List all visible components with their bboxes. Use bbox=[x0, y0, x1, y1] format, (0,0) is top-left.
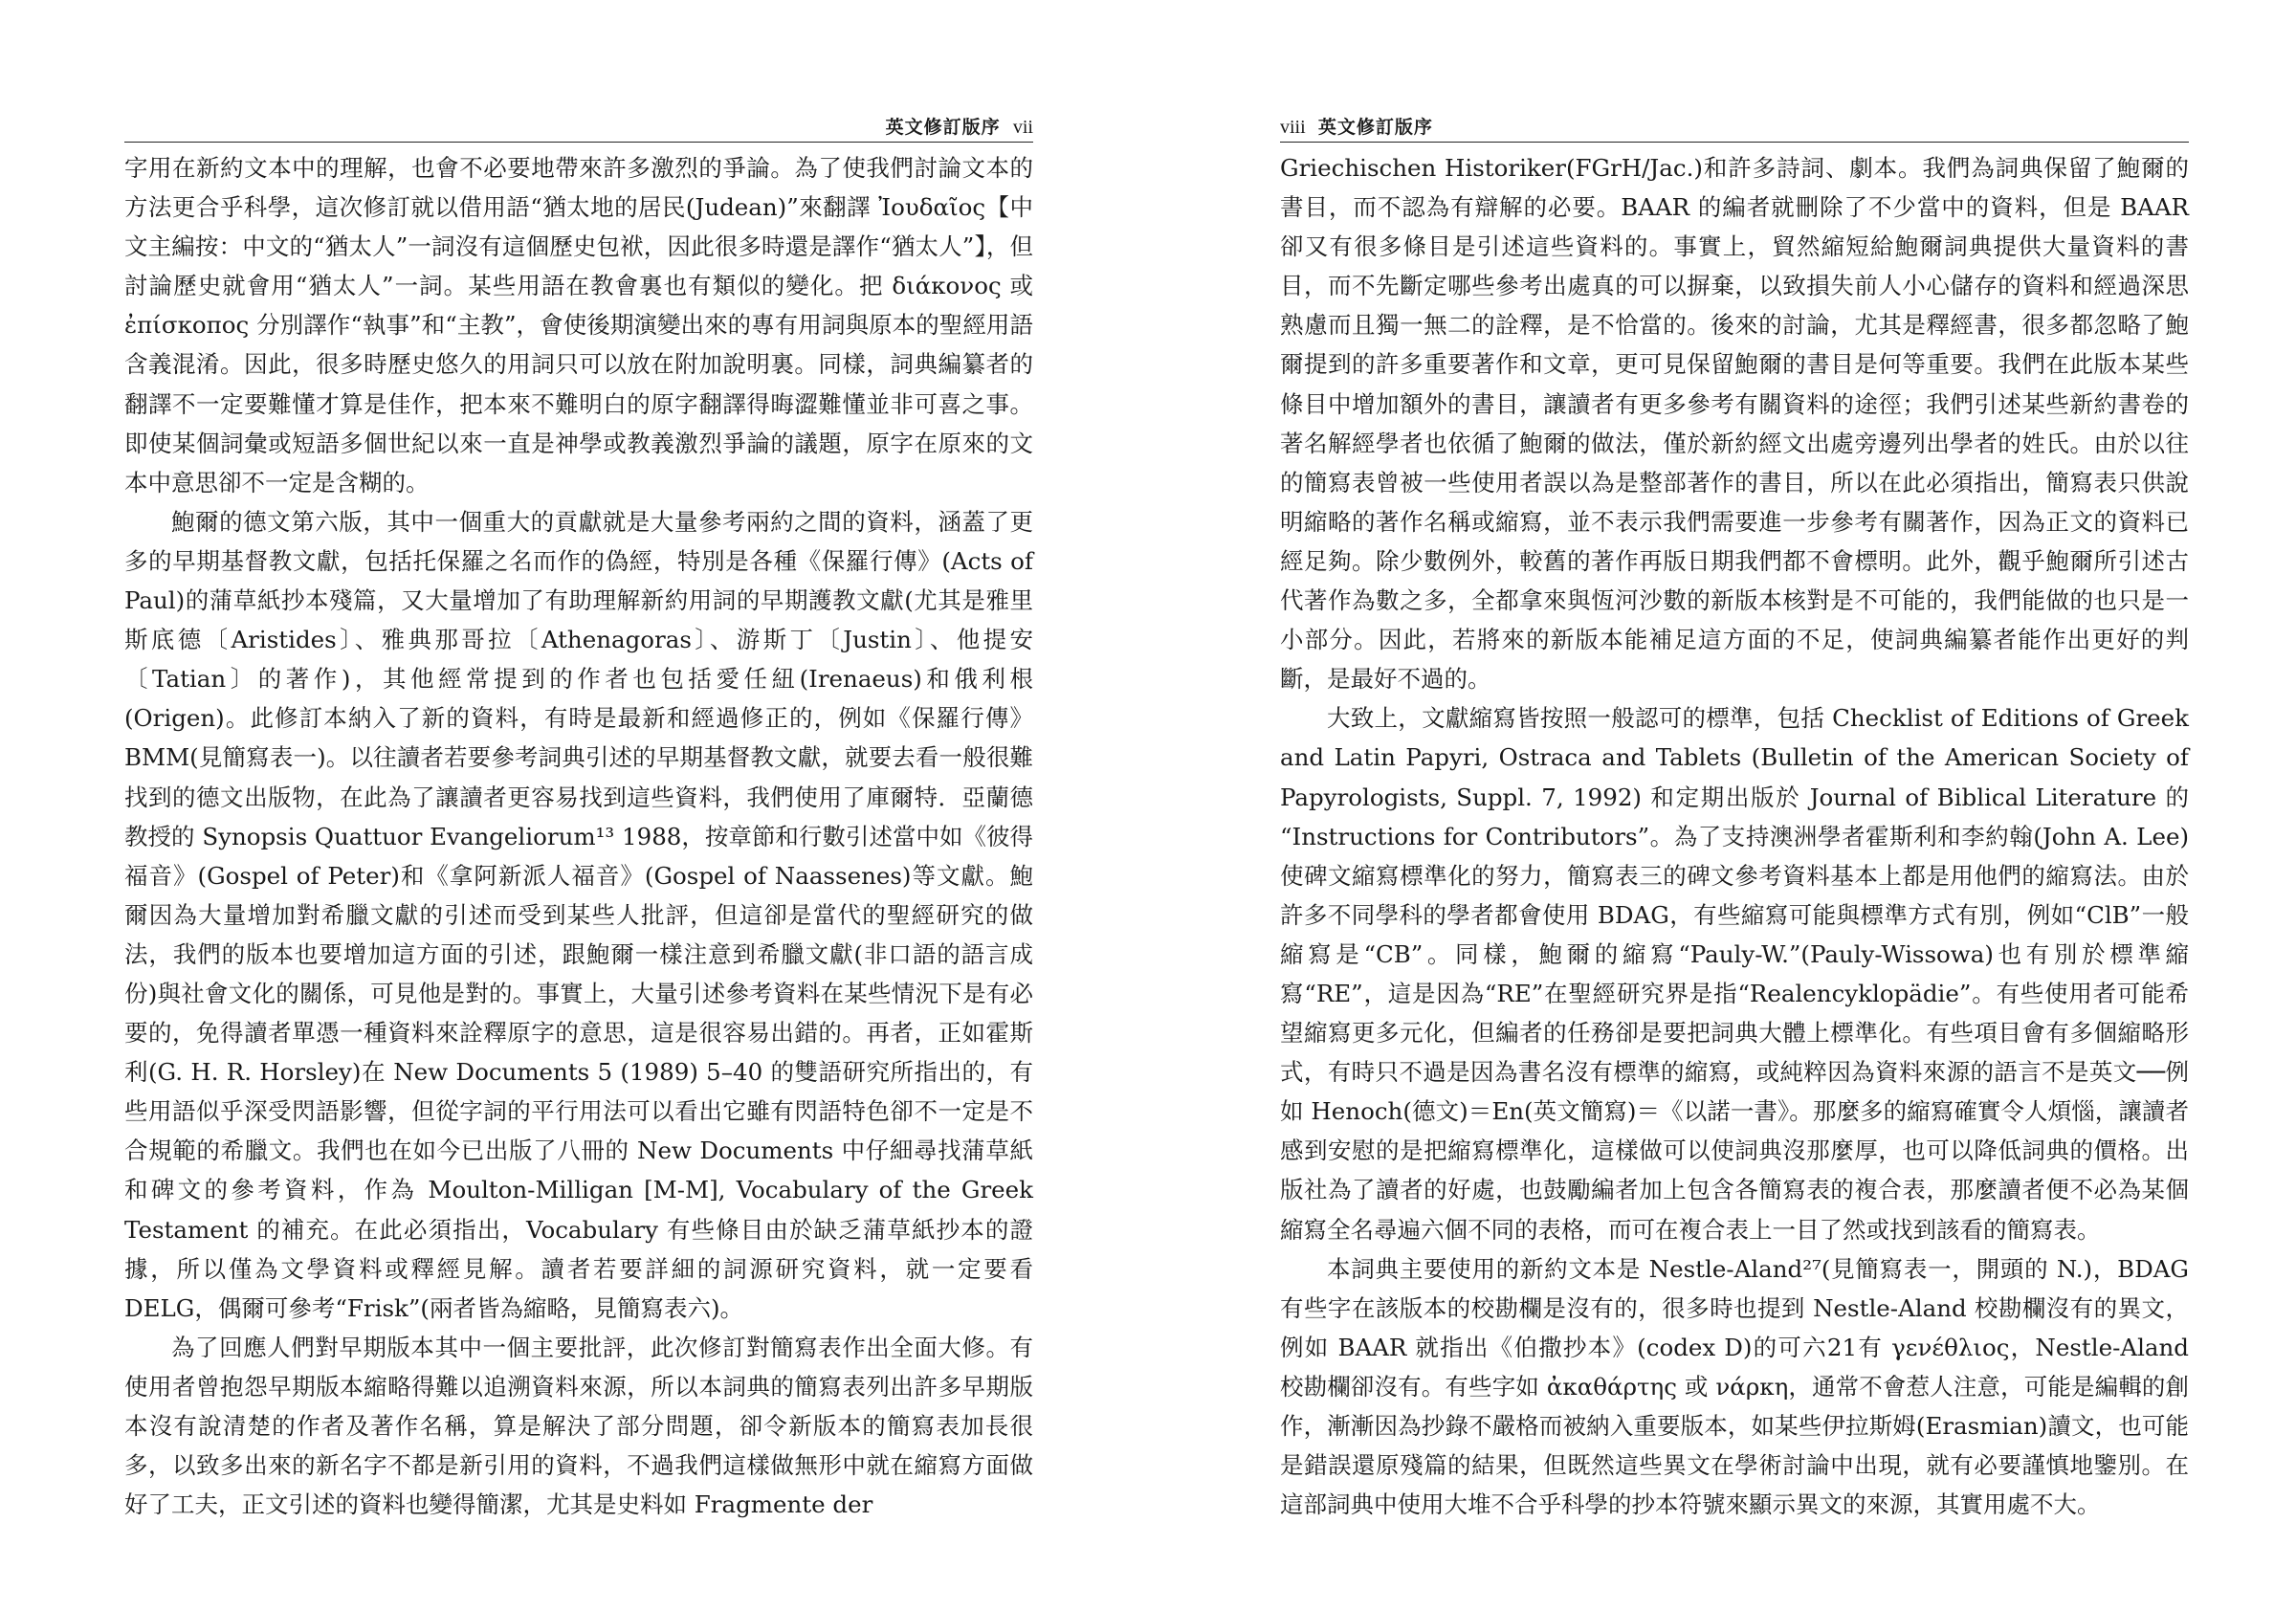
paragraph: Griechischen Historiker(FGrH/Jac.)和許多詩詞、劇本。我們為詞典保留了鮑爾的書目，而不認為有辯解的必要。BAAR 的編者就刪除了不少當中的資料，但是 BAAR 卻又有很多條目是引述這些資料的。事實上，貿然縮短給鮑爾詞典提供大量資料的書目，而不先斷定哪些參考出處真的可以摒棄，以致損失前人小心儲存的資料和經過深思熟慮而且獨一無二的詮釋，是不恰當的。後來的討論，尤其是釋經書，很多都忽略了鮑爾提到的許多重要著作和文章，更可見保留鮑爾的書目是何等重要。我們在此版本某些條目中增加額外的書目，讓讀者有更多參考有關資料的途徑；我們引述某些新約書卷的著名解經學者也依循了鮑爾的做法，僅於新約經文出處旁邊列出學者的姓氏。由於以往的簡寫表曾被一些使用者誤以為是整部著作的書目，所以在此必須指出，簡寫表只供說明縮略的著作名稱或縮寫，並不表示我們需要進一步參考有關著作，因為正文的資料已經足夠。除少數例外，較舊的著作再版日期我們都不會標明。此外，觀乎鮑爾所引述古代著作為數之多，全都拿來與恆河沙數的新版本核對是不可能的，我們能做的也只是一小部分。因此，若將來的新版本能補足這方面的不足，使詞典編纂者能作出更好的判斷，是最好不過的。 bbox=[1280, 154, 2189, 694]
paragraph: 本詞典主要使用的新約文本是 Nestle-Aland²⁷(見簡寫表一，開頭的 N.)，BDAG 有些字在該版本的校勘欄是沒有的，很多時也提到 Nestle-Aland 校勘欄沒有的異文，例如 BAAR 就指出《伯撒抄本》(codex D)的可六21有 γενέθλιος，Nestle-Aland 校勘欄卻沒有。有些字如 ἀκαθάρτης 或 νάρκη，通常不會惹人注意，可能是編輯的創作，漸漸因為抄錄不嚴格而被納入重要版本，如某些伊拉斯姆(Erasmian)讀文，也可能是錯誤還原殘篇的結果，但既然這些異文在學術討論中出現，就有必要謹慎地鑒別。在這部詞典中使用大堆不合乎科學的抄本符號來顯示異文的來源，其實用處不大。 bbox=[1280, 1254, 2189, 1519]
running-head-title: 英文修訂版序 bbox=[885, 117, 1001, 138]
paragraph: 大致上，文獻縮寫皆按照一般認可的標準，包括 Checklist of Editions of Greek and Latin Papyri, Ostraca and Tablets (Bulletin of the American Society of Papyrologists, Suppl. 7, 1992) 和定期出版於 Journal of Biblical Literature 的 “Instructions for Contributors”。為了支持澳洲學者霍斯利和李約翰(John A. Lee)使碑文縮寫標準化的努力，簡寫表三的碑文參考資料基本上都是用他們的縮寫法。由於許多不同學科的學者都會使用 BDAG，有些縮寫可能與標準方式有別，例如“ClB”一般縮寫是“CB”。同樣，鮑爾的縮寫“Pauly-W.”(Pauly-Wissowa)也有別於標準縮寫“RE”，這是因為“RE”在聖經研究界是指“Realencyklopädie”。有些使用者可能希望縮寫更多元化，但編者的任務卻是要把詞典大體上標準化。有些項目會有多個縮略形式，有時只不過是因為書名沒有標準的縮寫，或純粹因為資料來源的語言不是英文──例如 Henoch(德文)＝En(英文簡寫)＝《以諾一書》。那麼多的縮寫確實令人煩惱，讓讀者感到安慰的是把縮寫標準化，這樣做可以使詞典沒那麼厚，也可以降低詞典的價格。出版社為了讀者的好處，也鼓勵編者加上包含各簡寫表的複合表，那麼讀者便不必為某個縮寫全名尋遍六個不同的表格，而可在複合表上一目了然或找到該看的簡寫表。 bbox=[1280, 704, 2189, 1244]
paragraph: 鮑爾的德文第六版，其中一個重大的貢獻就是大量參考兩約之間的資料，涵蓋了更多的早期基督教文獻，包括托保羅之名而作的偽經，特別是各種《保羅行傳》(Acts of Paul)的蒲草紙抄本殘篇，又大量增加了有助理解新約用詞的早期護教文獻(尤其是雅里斯底德〔Aristides〕、雅典那哥拉〔Athenagoras〕、游斯丁〔Justin〕、他提安〔Tatian〕的著作)，其他經常提到的作者也包括愛任紐(Irenaeus)和俄利根(Origen)。此修訂本納入了新的資料，有時是最新和經過修正的，例如《保羅行傳》BMM(見簡寫表一)。以往讀者若要參考詞典引述的早期基督教文獻，就要去看一般很難找到的德文出版物，在此為了讓讀者更容易找到這些資料，我們使用了庫爾特．亞蘭德教授的 Synopsis Quattuor Evangeliorum¹³ 1988，按章節和行數引述當中如《彼得福音》(Gospel of Peter)和《拿阿新派人福音》(Gospel of Naassenes)等文獻。鮑爾因為大量增加對希臘文獻的引述而受到某些人批評，但這卻是當代的聖經研究的做法，我們的版本也要增加這方面的引述，跟鮑爾一樣注意到希臘文獻(非口語的語言成份)與社會文化的關係，可見他是對的。事實上，大量引述參考資料在某些情況下是有必要的，免得讀者單憑一種資料來詮釋原字的意思，這是很容易出錯的。再者，正如霍斯利(G. H. R. Horsley)在 New Documents 5 (1989) 5–40 的雙語研究所指出的，有些用語似乎深受閃語影響，但從字詞的平行用法可以看出它雖有閃語特色卻不一定是不合規範的希臘文。我們也在如今已出版了八冊的 New Documents 中仔細尋找蒲草紙和碑文的參考資料，作為 Moulton-Milligan [M-M], Vocabulary of the Greek Testament 的補充。在此必須指出，Vocabulary 有些條目由於缺乏蒲草紙抄本的證據，所以僅為文學資料或釋經見解。讀者若要詳細的詞源研究資料，就一定要看 DELG，偶爾可參考“Frisk”(兩者皆為縮略，見簡寫表六)。 bbox=[124, 507, 1033, 1322]
body-text bbox=[124, 148, 1033, 1524]
right-page bbox=[1280, 113, 2189, 1524]
paragraph: 字用在新約文本中的理解，也會不必要地帶來許多激烈的爭論。為了使我們討論文本的方法更合乎科學，這次修訂就以借用語“猶太地的居民(Judean)”來翻譯 Ἰουδαῖος【中文主編按：中文的“猶太人”一詞沒有這個歷史包袱，因此很多時還是譯作“猶太人”】，但討論歷史就會用“猶太人”一詞。某些用語在教會裏也有類似的變化。把 διάκονος 或 ἐπίσκοπος 分別譯作“執事”和“主教”，會使後期演變出來的專有用詞與原本的聖經用語含義混淆。因此，很多時歷史悠久的用詞只可以放在附加說明裏。同樣，詞典編纂者的翻譯不一定要難懂才算是佳作，把本來不難明白的原字翻譯得晦澀難懂並非可喜之事。即使某個詞彙或短語多個世紀以來一直是神學或教義激烈爭論的議題，原字在原來的文本中意思卻不一定是含糊的。 bbox=[124, 154, 1033, 497]
running-head bbox=[124, 113, 1033, 143]
page-number: viii bbox=[1280, 117, 1306, 138]
left-page bbox=[124, 113, 1033, 1524]
body-text bbox=[1280, 148, 2189, 1524]
running-head-title: 英文修訂版序 bbox=[1317, 117, 1433, 138]
paragraph: 為了回應人們對早期版本其中一個主要批評，此次修訂對簡寫表作出全面大修。有使用者曾抱怨早期版本縮略得難以追溯資料來源，所以本詞典的簡寫表列出許多早期版本沒有說清楚的作者及著作名稱，算是解決了部分問題，卻令新版本的簡寫表加長很多，以致多出來的新名字不都是新引用的資料，不過我們這樣做無形中就在縮寫方面做好了工夫，正文引述的資料也變得簡潔，尤其是史料如 Fragmente der bbox=[124, 1333, 1033, 1519]
page-number: vii bbox=[1012, 117, 1033, 138]
running-head bbox=[1280, 113, 2189, 143]
